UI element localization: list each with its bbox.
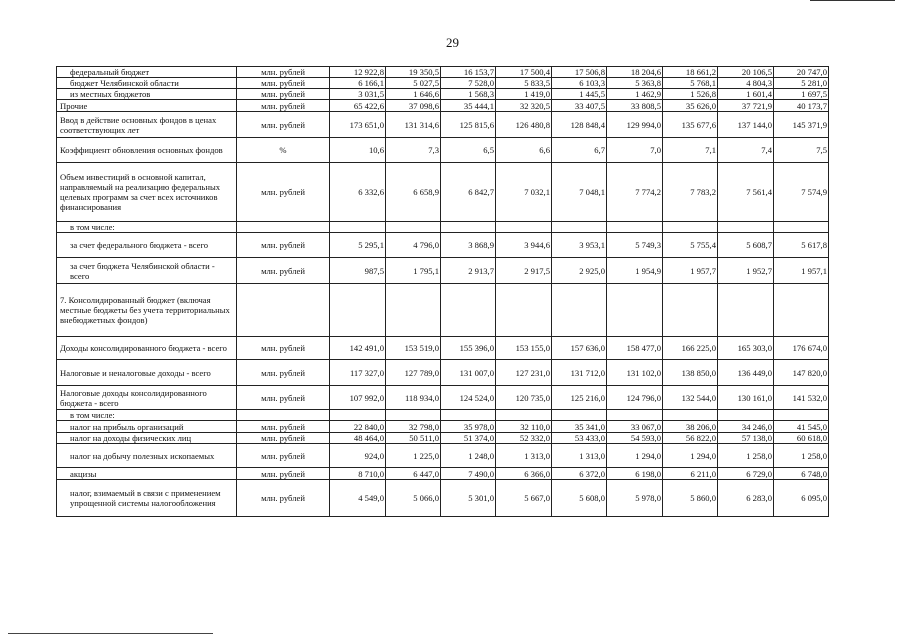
value-cell: 33 067,0 — [607, 421, 663, 433]
value-cell — [496, 222, 552, 233]
value-cell: 127 231,0 — [496, 360, 552, 386]
value-cell: 1 294,0 — [607, 444, 663, 468]
row-label: за счет бюджета Челябинской области - всего — [57, 258, 237, 284]
value-cell — [552, 284, 607, 337]
page-number: 29 — [446, 35, 459, 50]
value-cell: 124 796,0 — [607, 386, 663, 410]
table-row — [57, 360, 829, 386]
table-row — [57, 163, 829, 222]
value-cell: 50 511,0 — [386, 433, 441, 444]
value-cell — [607, 410, 663, 421]
value-cell: 145 371,9 — [774, 112, 829, 138]
value-cell: 6,7 — [552, 138, 607, 163]
row-unit: млн. рублей — [237, 480, 330, 517]
row-label: Налоговые и неналоговые доходы - всего — [57, 360, 237, 386]
value-cell: 33 407,5 — [552, 100, 607, 112]
value-cell: 6 198,0 — [607, 468, 663, 480]
value-cell: 130 161,0 — [718, 386, 774, 410]
value-cell: 1 313,0 — [552, 444, 607, 468]
value-cell: 32 798,0 — [386, 421, 441, 433]
value-cell: 1 957,1 — [774, 258, 829, 284]
value-cell: 147 820,0 — [774, 360, 829, 386]
value-cell — [441, 222, 496, 233]
value-cell: 5 608,7 — [718, 233, 774, 258]
value-cell: 6 211,0 — [663, 468, 718, 480]
value-cell: 10,6 — [330, 138, 386, 163]
value-cell: 12 922,8 — [330, 67, 386, 78]
value-cell: 6 166,1 — [330, 78, 386, 89]
value-cell — [330, 410, 386, 421]
value-cell — [330, 284, 386, 337]
table-row — [57, 78, 829, 89]
table-row — [57, 480, 829, 517]
row-label: налог на добычу полезных ископаемых — [57, 444, 237, 468]
value-cell: 6 748,0 — [774, 468, 829, 480]
value-cell — [330, 222, 386, 233]
row-label: Налоговые доходы консолидированного бюджета - всего — [57, 386, 237, 410]
table-row — [57, 421, 829, 433]
value-cell: 48 464,0 — [330, 433, 386, 444]
value-cell: 6 332,6 — [330, 163, 386, 222]
row-unit: млн. рублей — [237, 67, 330, 78]
value-cell: 35 978,0 — [441, 421, 496, 433]
value-cell — [663, 284, 718, 337]
value-cell: 40 173,7 — [774, 100, 829, 112]
value-cell: 136 449,0 — [718, 360, 774, 386]
value-cell: 3 031,5 — [330, 89, 386, 100]
value-cell: 131 712,0 — [552, 360, 607, 386]
value-cell: 117 327,0 — [330, 360, 386, 386]
value-cell — [663, 222, 718, 233]
value-cell — [718, 222, 774, 233]
value-cell: 3 868,9 — [441, 233, 496, 258]
value-cell: 7 574,9 — [774, 163, 829, 222]
value-cell: 132 544,0 — [663, 386, 718, 410]
row-label: Доходы консолидированного бюджета - всего — [57, 337, 237, 360]
value-cell — [552, 222, 607, 233]
value-cell — [607, 222, 663, 233]
table-row — [57, 89, 829, 100]
value-cell: 137 144,0 — [718, 112, 774, 138]
row-label: федеральный бюджет — [57, 67, 237, 78]
value-cell: 2 925,0 — [552, 258, 607, 284]
value-cell — [607, 284, 663, 337]
top-right-rule — [810, 0, 895, 1]
value-cell: 120 735,0 — [496, 386, 552, 410]
value-cell: 6,6 — [496, 138, 552, 163]
value-cell: 173 651,0 — [330, 112, 386, 138]
value-cell: 5 667,0 — [496, 480, 552, 517]
value-cell — [386, 410, 441, 421]
value-cell: 5 301,0 — [441, 480, 496, 517]
value-cell: 5 978,0 — [607, 480, 663, 517]
value-cell: 1 526,8 — [663, 89, 718, 100]
value-cell: 35 444,1 — [441, 100, 496, 112]
value-cell: 127 789,0 — [386, 360, 441, 386]
value-cell — [496, 410, 552, 421]
value-cell: 17 500,4 — [496, 67, 552, 78]
row-unit — [237, 222, 330, 233]
row-unit: млн. рублей — [237, 433, 330, 444]
value-cell: 5 833,5 — [496, 78, 552, 89]
value-cell: 60 618,0 — [774, 433, 829, 444]
row-label: налог на прибыль организаций — [57, 421, 237, 433]
value-cell: 51 374,0 — [441, 433, 496, 444]
row-unit: млн. рублей — [237, 421, 330, 433]
value-cell: 126 480,8 — [496, 112, 552, 138]
row-label: налог, взимаемый в связи с применением упрощенной системы налогообложения — [57, 480, 237, 517]
value-cell: 19 350,5 — [386, 67, 441, 78]
row-label: Коэффициент обновления основных фондов — [57, 138, 237, 163]
table-row — [57, 233, 829, 258]
table-row — [57, 410, 829, 421]
value-cell: 7 048,1 — [552, 163, 607, 222]
value-cell: 16 153,7 — [441, 67, 496, 78]
value-cell: 125 216,0 — [552, 386, 607, 410]
value-cell: 57 138,0 — [718, 433, 774, 444]
value-cell: 1 294,0 — [663, 444, 718, 468]
table-row — [57, 138, 829, 163]
value-cell: 135 677,6 — [663, 112, 718, 138]
value-cell: 1 445,5 — [552, 89, 607, 100]
value-cell: 5 860,0 — [663, 480, 718, 517]
value-cell: 157 636,0 — [552, 337, 607, 360]
row-label: Ввод в действие основных фондов в ценах соответствующих лет — [57, 112, 237, 138]
row-label: бюджет Челябинской области — [57, 78, 237, 89]
value-cell: 158 477,0 — [607, 337, 663, 360]
value-cell: 1 952,7 — [718, 258, 774, 284]
value-cell: 5 363,8 — [607, 78, 663, 89]
value-cell: 7 783,2 — [663, 163, 718, 222]
row-unit: млн. рублей — [237, 386, 330, 410]
row-unit — [237, 284, 330, 337]
table-row — [57, 100, 829, 112]
row-label: в том числе: — [57, 222, 237, 233]
row-label: акцизы — [57, 468, 237, 480]
value-cell: 3 953,1 — [552, 233, 607, 258]
value-cell: 1 601,4 — [718, 89, 774, 100]
value-cell — [774, 222, 829, 233]
row-label: Объем инвестиций в основной капитал, направляемый на реализацию федеральных целевых программ за счет всех источников финансирования — [57, 163, 237, 222]
row-unit — [237, 410, 330, 421]
table-row — [57, 386, 829, 410]
row-label: в том числе: — [57, 410, 237, 421]
table-row — [57, 284, 829, 337]
table-row — [57, 444, 829, 468]
value-cell: 5 755,4 — [663, 233, 718, 258]
table-row — [57, 67, 829, 78]
value-cell: 7,3 — [386, 138, 441, 163]
value-cell: 38 206,0 — [663, 421, 718, 433]
value-cell — [774, 410, 829, 421]
value-cell: 155 396,0 — [441, 337, 496, 360]
value-cell: 6 103,3 — [552, 78, 607, 89]
value-cell: 6 447,0 — [386, 468, 441, 480]
row-unit: млн. рублей — [237, 360, 330, 386]
value-cell: 176 674,0 — [774, 337, 829, 360]
value-cell — [774, 284, 829, 337]
value-cell: 1 795,1 — [386, 258, 441, 284]
value-cell: 1 957,7 — [663, 258, 718, 284]
value-cell: 32 320,5 — [496, 100, 552, 112]
value-cell: 6 095,0 — [774, 480, 829, 517]
value-cell: 33 808,5 — [607, 100, 663, 112]
value-cell: 7,0 — [607, 138, 663, 163]
row-label: Прочие — [57, 100, 237, 112]
value-cell: 1 697,5 — [774, 89, 829, 100]
value-cell: 1 419,0 — [496, 89, 552, 100]
row-unit: млн. рублей — [237, 112, 330, 138]
value-cell: 1 313,0 — [496, 444, 552, 468]
value-cell: 129 994,0 — [607, 112, 663, 138]
value-cell: 7 774,2 — [607, 163, 663, 222]
value-cell: 35 341,0 — [552, 421, 607, 433]
value-cell: 6 372,0 — [552, 468, 607, 480]
value-cell: 1 646,6 — [386, 89, 441, 100]
value-cell: 1 462,9 — [607, 89, 663, 100]
value-cell: 165 303,0 — [718, 337, 774, 360]
value-cell: 18 204,6 — [607, 67, 663, 78]
value-cell: 52 332,0 — [496, 433, 552, 444]
value-cell: 53 433,0 — [552, 433, 607, 444]
row-unit: млн. рублей — [237, 468, 330, 480]
value-cell: 54 593,0 — [607, 433, 663, 444]
value-cell: 20 106,5 — [718, 67, 774, 78]
value-cell: 5 617,8 — [774, 233, 829, 258]
value-cell — [441, 410, 496, 421]
value-cell: 22 840,0 — [330, 421, 386, 433]
value-cell: 8 710,0 — [330, 468, 386, 480]
value-cell — [718, 284, 774, 337]
value-cell: 4 804,3 — [718, 78, 774, 89]
value-cell: 7 490,0 — [441, 468, 496, 480]
value-cell: 6 842,7 — [441, 163, 496, 222]
value-cell: 7,5 — [774, 138, 829, 163]
value-cell: 56 822,0 — [663, 433, 718, 444]
value-cell: 1 954,9 — [607, 258, 663, 284]
value-cell: 6 729,0 — [718, 468, 774, 480]
row-label: из местных бюджетов — [57, 89, 237, 100]
value-cell — [386, 222, 441, 233]
value-cell: 34 246,0 — [718, 421, 774, 433]
value-cell: 20 747,0 — [774, 67, 829, 78]
value-cell: 5 066,0 — [386, 480, 441, 517]
value-cell: 35 626,0 — [663, 100, 718, 112]
value-cell — [441, 284, 496, 337]
row-label: 7. Консолидированный бюджет (включая местные бюджеты без учета территориальных внебюджетных фондов) — [57, 284, 237, 337]
value-cell: 37 098,6 — [386, 100, 441, 112]
value-cell: 7 528,0 — [441, 78, 496, 89]
value-cell: 131 314,6 — [386, 112, 441, 138]
value-cell: 6 658,9 — [386, 163, 441, 222]
value-cell: 924,0 — [330, 444, 386, 468]
value-cell: 141 532,0 — [774, 386, 829, 410]
value-cell — [386, 284, 441, 337]
value-cell: 1 248,0 — [441, 444, 496, 468]
value-cell: 5 281,0 — [774, 78, 829, 89]
data-table — [56, 66, 829, 517]
row-unit: млн. рублей — [237, 444, 330, 468]
value-cell: 142 491,0 — [330, 337, 386, 360]
table-row — [57, 258, 829, 284]
row-unit: млн. рублей — [237, 337, 330, 360]
row-label: за счет федерального бюджета - всего — [57, 233, 237, 258]
value-cell: 32 110,0 — [496, 421, 552, 433]
row-label: налог на доходы физических лиц — [57, 433, 237, 444]
row-unit: млн. рублей — [237, 100, 330, 112]
value-cell: 5 768,1 — [663, 78, 718, 89]
value-cell: 2 917,5 — [496, 258, 552, 284]
value-cell: 4 549,0 — [330, 480, 386, 517]
value-cell: 4 796,0 — [386, 233, 441, 258]
value-cell: 5 749,3 — [607, 233, 663, 258]
row-unit: млн. рублей — [237, 89, 330, 100]
value-cell: 17 506,8 — [552, 67, 607, 78]
value-cell: 6 366,0 — [496, 468, 552, 480]
row-unit: млн. рублей — [237, 78, 330, 89]
value-cell: 124 524,0 — [441, 386, 496, 410]
value-cell: 1 225,0 — [386, 444, 441, 468]
value-cell: 131 007,0 — [441, 360, 496, 386]
value-cell: 7,1 — [663, 138, 718, 163]
row-unit: млн. рублей — [237, 233, 330, 258]
value-cell: 107 992,0 — [330, 386, 386, 410]
value-cell: 6 283,0 — [718, 480, 774, 517]
value-cell: 5 027,5 — [386, 78, 441, 89]
row-unit: % — [237, 138, 330, 163]
value-cell: 5 608,0 — [552, 480, 607, 517]
value-cell: 3 944,6 — [496, 233, 552, 258]
table-row — [57, 468, 829, 480]
value-cell — [718, 410, 774, 421]
row-unit: млн. рублей — [237, 163, 330, 222]
value-cell: 153 155,0 — [496, 337, 552, 360]
value-cell: 7 032,1 — [496, 163, 552, 222]
value-cell: 131 102,0 — [607, 360, 663, 386]
value-cell: 138 850,0 — [663, 360, 718, 386]
value-cell: 118 934,0 — [386, 386, 441, 410]
footer-rule — [8, 633, 213, 634]
value-cell: 65 422,6 — [330, 100, 386, 112]
value-cell: 7 561,4 — [718, 163, 774, 222]
value-cell: 6,5 — [441, 138, 496, 163]
value-cell: 18 661,2 — [663, 67, 718, 78]
value-cell — [663, 410, 718, 421]
table-row — [57, 222, 829, 233]
value-cell: 1 258,0 — [718, 444, 774, 468]
table-row — [57, 433, 829, 444]
value-cell: 1 568,3 — [441, 89, 496, 100]
value-cell: 7,4 — [718, 138, 774, 163]
value-cell: 125 815,6 — [441, 112, 496, 138]
table-row — [57, 112, 829, 138]
value-cell: 37 721,9 — [718, 100, 774, 112]
value-cell: 2 913,7 — [441, 258, 496, 284]
value-cell: 41 545,0 — [774, 421, 829, 433]
value-cell: 987,5 — [330, 258, 386, 284]
row-unit: млн. рублей — [237, 258, 330, 284]
value-cell: 5 295,1 — [330, 233, 386, 258]
table-row — [57, 337, 829, 360]
value-cell — [496, 284, 552, 337]
value-cell: 128 848,4 — [552, 112, 607, 138]
value-cell: 153 519,0 — [386, 337, 441, 360]
value-cell: 166 225,0 — [663, 337, 718, 360]
value-cell: 1 258,0 — [774, 444, 829, 468]
value-cell — [552, 410, 607, 421]
